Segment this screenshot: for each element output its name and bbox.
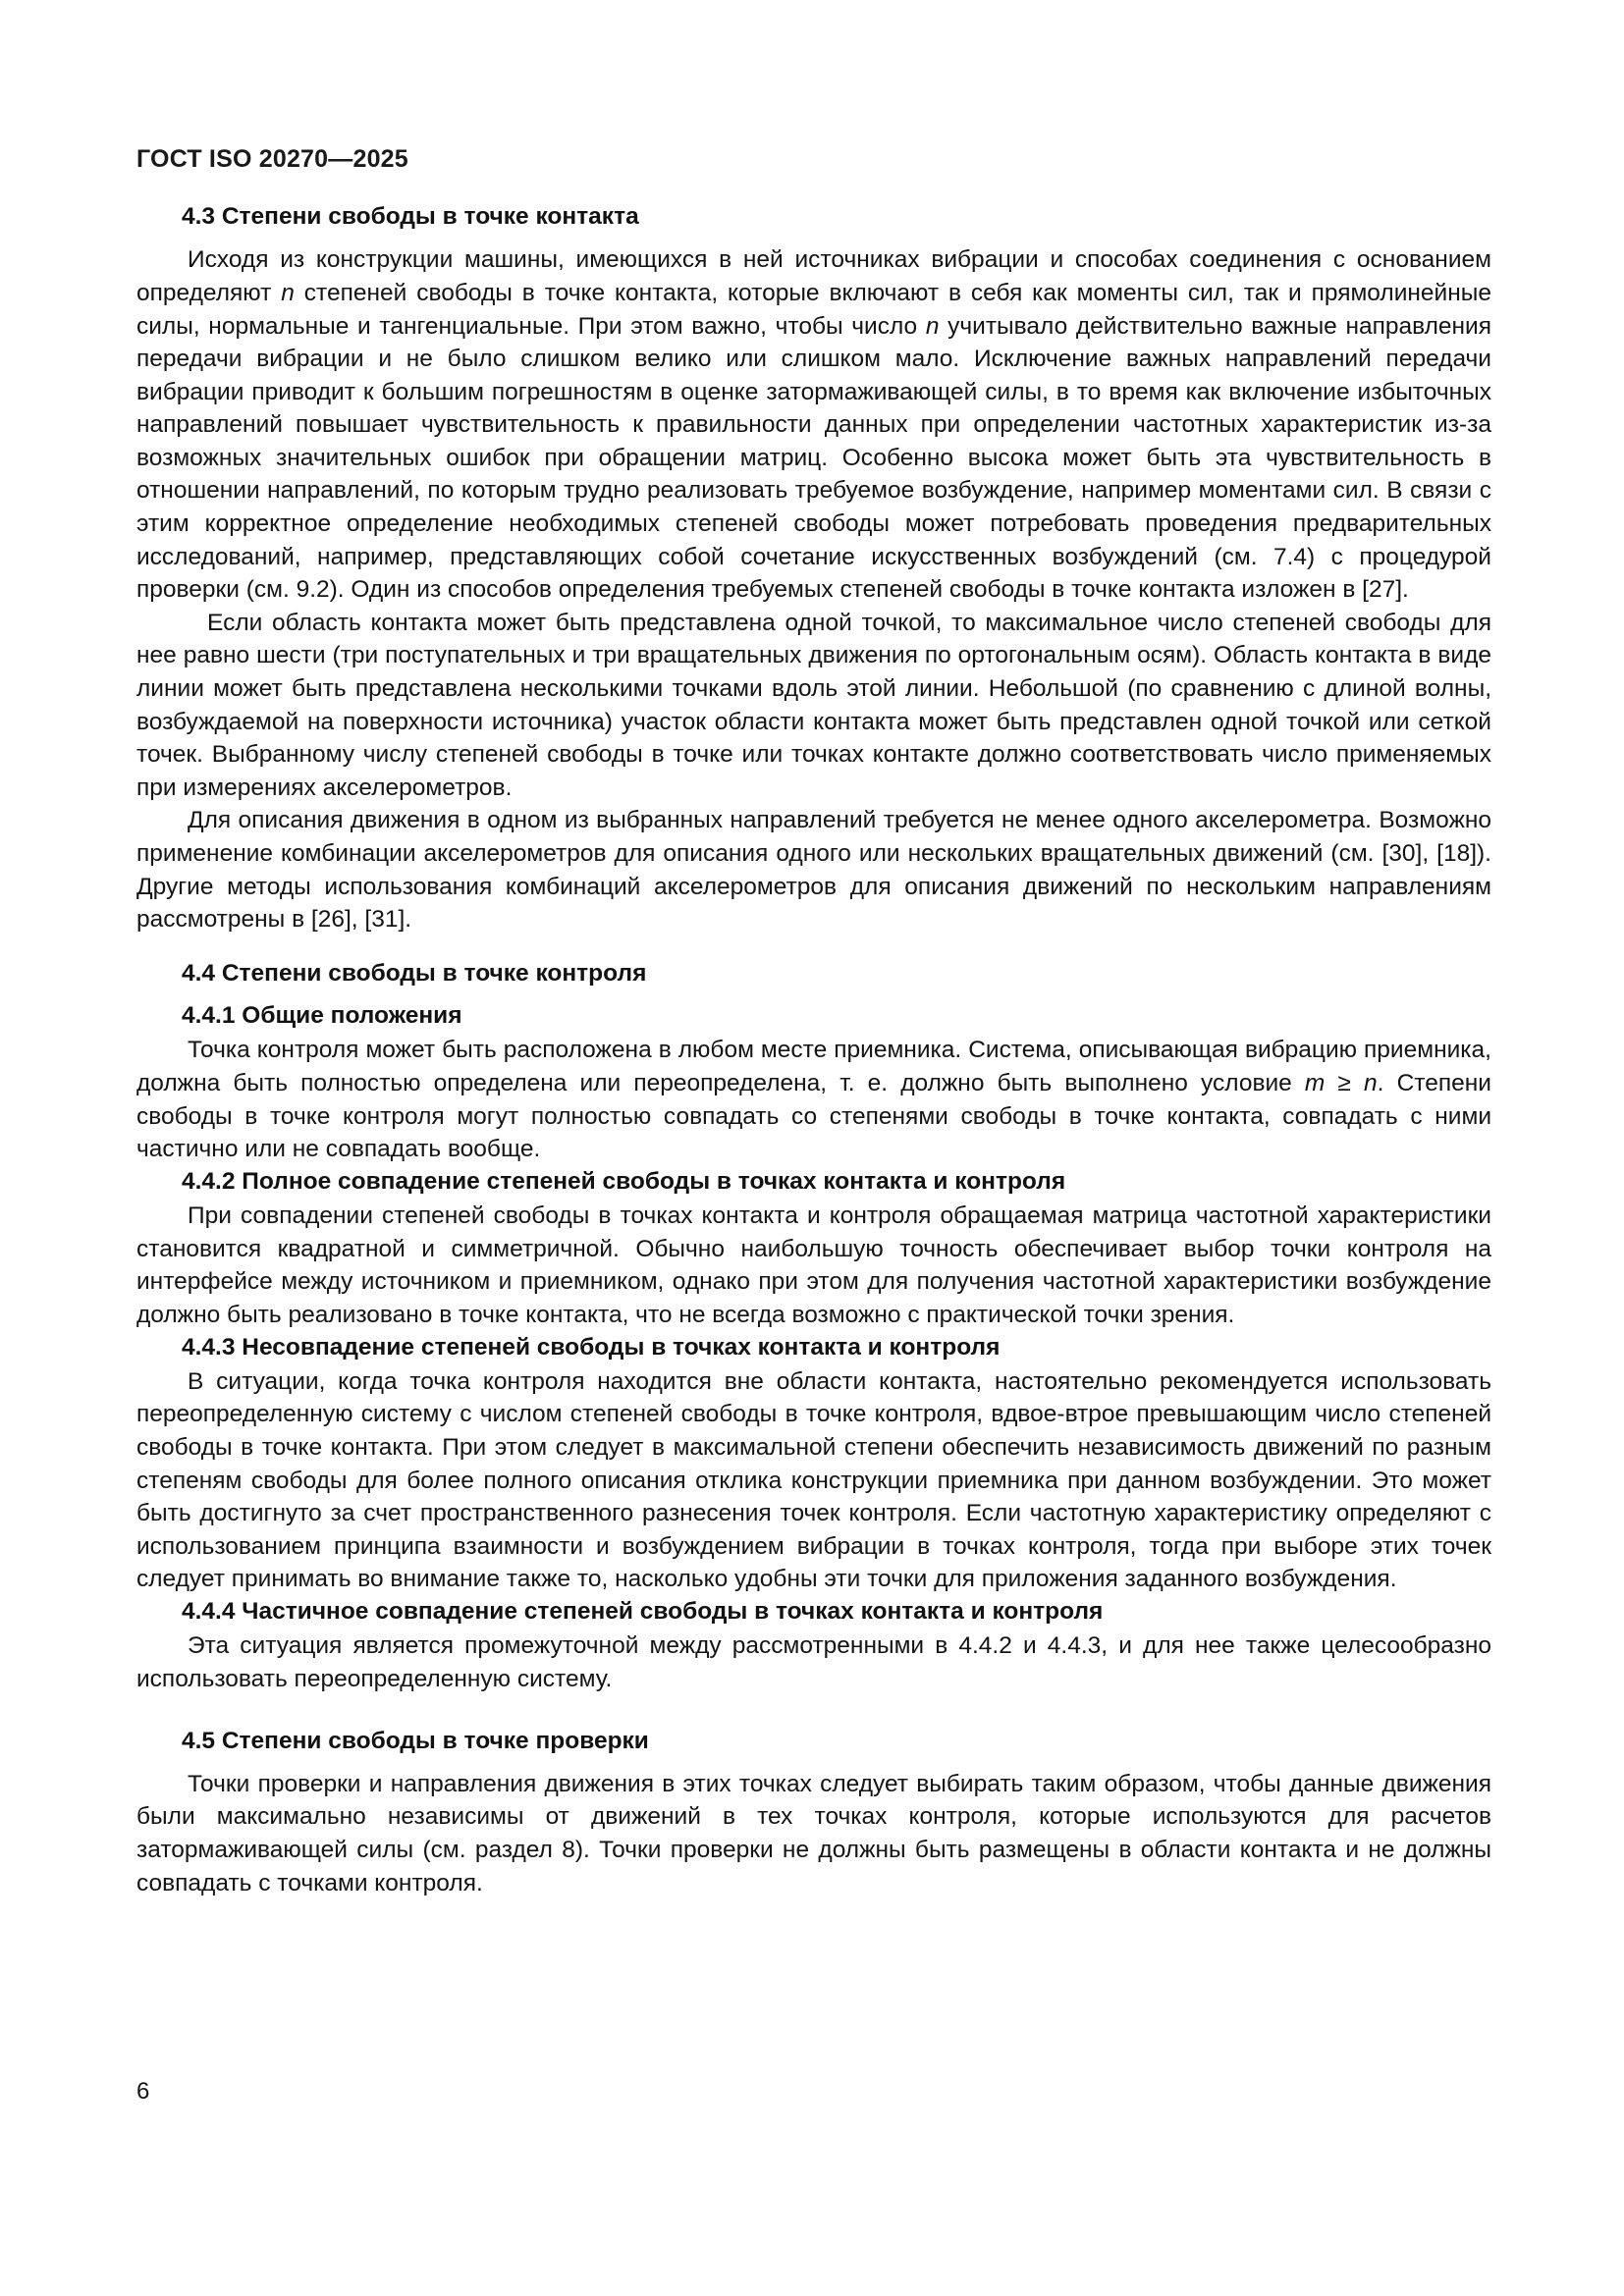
- paragraph-4-3-1-part-a: Исходя из конструкции машины, имеющихся в ней источниках вибрации и способах соединения с основанием определяют: [136, 246, 1491, 306]
- heading-4-3: 4.3 Степени свободы в точке контакта: [182, 203, 639, 230]
- heading-4-5: 4.5 Степени свободы в точке проверки: [182, 1727, 649, 1754]
- paragraph-4-3-1-part-b: степеней свободы в точке контакта, которые включают в себя как моменты сил, так и прямолинейные силы, нормальные и тангенциальные. При этом важно, чтобы число: [136, 279, 1491, 340]
- paragraph-4-4-2-1: При совпадении степеней свободы в точках контакта и контроля обращаемая матрица частотной характеристики становится квадратной и симметричной. Обычно наибольшую точность обеспечивает выбор точки контроля на интерфейсе между источником и приемником, однако при этом для получения частотной характеристики возбуждение должно быть реализовано в точке контакта, что не всегда возможно с практической точки зрения.: [136, 1202, 1491, 1328]
- paragraph-4-4-3-1: В ситуации, когда точка контроля находится вне области контакта, настоятельно рекомендуется использовать переопределенную систему с числом степеней свободы в точке контроля, вдвое-втрое превышающим число степеней свободы в точке контакта. При этом следует в максимальной степени обеспечить независимость движений по разным степеням свободы для более полного описания отклика конструкции приемника при данном возбуждении. Это может быть достигнуто за счет пространственного разнесения точек контроля. Если частотную характеристику определяют с использованием принципа взаимности и возбуждением вибрации в точках контроля, тогда при выборе этих точек следует принимать во внимание также то, насколько удобны эти точки для приложения заданного возбуждения.: [136, 1367, 1491, 1593]
- paragraph-4-4-4-1: Эта ситуация является промежуточной между рассмотренными в 4.4.2 и 4.4.3, и для нее также целесообразно использовать переопределенную систему.: [136, 1632, 1491, 1692]
- variable-n-2: n: [925, 312, 940, 340]
- paragraph-4-4-1-part-b: . Степени свободы в точке контроля могут полностью совпадать со степенями свободы в точке контакта, совпадать с ними частично или не совпадать вообще.: [136, 1070, 1491, 1163]
- paragraph-4-4-1-part-a: Точка контроля может быть расположена в любом месте приемника. Система, описывающая вибрацию приемника, должна быть полностью определена или переопределена, т. е. должно быть выполнено условие: [136, 1037, 1491, 1097]
- heading-4-4-1: 4.4.1 Общие положения: [182, 1002, 462, 1030]
- paragraph-4-5-1: Точки проверки и направления движения в этих точках следует выбирать таким образом, чтобы данные движения были максимально независимы от движений в тех точках контроля, которые используются для расчетов затормаживающей силы (см. раздел 8). Точки проверки не должны быть размещены в области контакта и не должны совпадать с точками контроля.: [136, 1770, 1491, 1896]
- variable-n-1: n: [281, 279, 295, 306]
- heading-4-4: 4.4 Степени свободы в точке контроля: [182, 959, 647, 987]
- inequality-operator: ≥: [1325, 1070, 1365, 1097]
- heading-4-4-2: 4.4.2 Полное совпадение степеней свободы в точках контакта и контроля: [182, 1167, 1066, 1195]
- page-content: [136, 201, 1491, 1899]
- variable-n-3: n: [1364, 1070, 1378, 1097]
- page-header-standard-number: ГОСТ ISO 20270—2025: [136, 145, 408, 173]
- paragraph-4-3-1: [136, 243, 1491, 607]
- page-number: 6: [136, 2078, 150, 2105]
- variable-m: m: [1304, 1070, 1326, 1097]
- paragraph-4-4-1-1: [136, 1034, 1491, 1165]
- heading-4-4-4: 4.4.4 Частичное совпадение степеней свободы в точках контакта и контроля: [182, 1598, 1104, 1626]
- paragraph-4-3-1-part-c: учитывало действительно важные направления передачи вибрации и не было слишком велико или слишком мало. Исключение важных направлений передачи вибрации приводит к большим погрешностям в оценке затормаживающей силы, в то время как включение избыточных направлений повышает чувствительность к правильности данных при определении частотных характеристик из-за возможных значительных ошибок при обращении матриц. Особенно высока может быть эта чувствительность в отношении направлений, по которым трудно реализовать требуемое возбуждение, например моментами сил. В связи с этим корректное определение необходимых степеней свободы может потребовать проведения предварительных исследований, например, представляющих собой сочетание искусственных возбуждений (см. 7.4) с процедурой проверки (см. 9.2). Один из способов определения требуемых степеней свободы в точке контакта изложен в [27].: [136, 312, 1491, 604]
- heading-4-4-3: 4.4.3 Несовпадение степеней свободы в точках контакта и контроля: [182, 1333, 1001, 1361]
- paragraph-4-3-3: Для описания движения в одном из выбранных направлений требуется не менее одного акселерометра. Возможно применение комбинации акселерометров для описания одного или нескольких вращательных движений (см. [30], [18]). Другие методы использования комбинаций акселерометров для описания движений по нескольким направлениям рассмотрены в [26], [31].: [136, 807, 1491, 934]
- paragraph-4-3-2: Если область контакта может быть представлена одной точкой, то максимальное число степеней свободы для нее равно шести (три поступательных и три вращательных движения по ортогональным осям). Область контакта в виде линии может быть представлена несколькими точками вдоль этой линии. Небольшой (по сравнению с длиной волны, возбуждаемой на поверхности источника) участок области контакта может быть представлен одной точкой или сеткой точек. Выбранному числу степеней свободы в точке или точках контакте должно соответствовать число применяемых при измерениях акселерометров.: [136, 609, 1491, 801]
